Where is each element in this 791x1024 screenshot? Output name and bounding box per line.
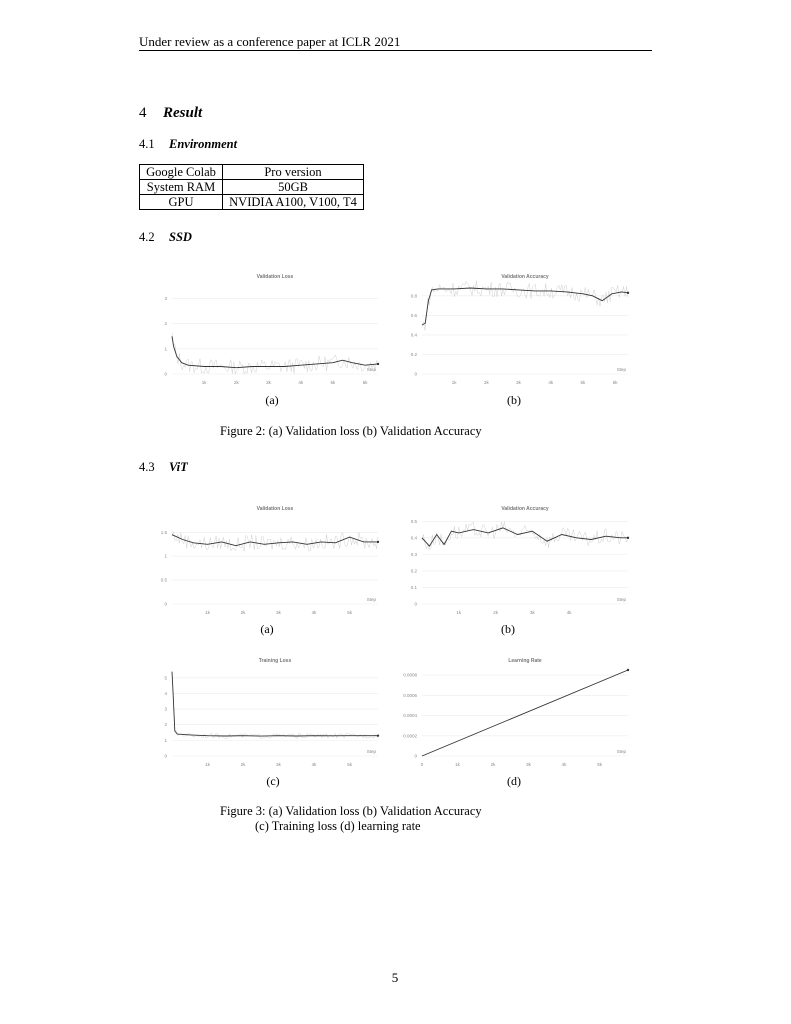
panel-label-c: (c) xyxy=(266,774,280,788)
series-end-point xyxy=(627,537,629,539)
environment-table xyxy=(139,164,364,210)
x-tick-label: 1k xyxy=(455,762,460,767)
series-line xyxy=(172,336,378,367)
y-tick-label: 1 xyxy=(164,737,167,743)
panel-label-b: (b) xyxy=(501,622,515,636)
series-end-point xyxy=(627,669,629,671)
series-line xyxy=(172,535,378,546)
x-tick-label: 2k xyxy=(233,380,239,385)
running-header: Under review as a conference paper at ICLR 2021 xyxy=(139,34,401,49)
y-tick-label: 0.5 xyxy=(410,518,417,524)
chart-title: Learning Rate xyxy=(508,658,542,664)
subsection-title: ViT xyxy=(169,460,188,474)
series-line xyxy=(422,288,628,325)
x-tick-label: 2k xyxy=(483,380,489,385)
x-axis-label: Step xyxy=(366,749,376,754)
x-tick-label: 3k xyxy=(529,610,535,615)
y-tick-label: 0 xyxy=(164,601,167,607)
chart-vit-validation-accuracy xyxy=(400,500,640,618)
x-tick-label: 4k xyxy=(548,380,554,385)
chart-vit-training-loss xyxy=(150,652,390,770)
table-row xyxy=(140,195,364,210)
subsection-number: 4.2 xyxy=(139,230,155,244)
subsection-title: SSD xyxy=(169,230,192,244)
chart-vit-learning-rate xyxy=(400,652,640,770)
y-tick-label: 5 xyxy=(164,675,167,681)
y-tick-label: 0.6 xyxy=(410,312,417,318)
x-tick-label: 1k xyxy=(205,762,210,767)
x-tick-label: 3k xyxy=(526,762,531,767)
x-tick-label: 6k xyxy=(362,380,368,385)
subsection-ssd xyxy=(139,230,192,245)
x-tick-label: 0 xyxy=(420,762,424,767)
x-tick-label: 3k xyxy=(516,380,521,385)
raw-series-line xyxy=(422,522,628,550)
table-cell: GPU xyxy=(140,195,223,210)
x-tick-label: 3k xyxy=(276,610,281,615)
x-tick-label: 2k xyxy=(240,610,246,615)
chart-title: Validation Loss xyxy=(256,274,294,280)
table-cell: Google Colab xyxy=(140,165,223,180)
x-tick-label: 4k xyxy=(298,380,304,385)
raw-series-line xyxy=(172,333,378,374)
y-tick-label: 0.0008 xyxy=(403,672,417,678)
x-tick-label: 2k xyxy=(240,762,246,767)
x-axis-label: Step xyxy=(616,749,626,754)
y-tick-label: 0.8 xyxy=(410,293,417,299)
y-tick-label: 1 xyxy=(164,346,167,352)
table-cell: NVIDIA A100, V100, T4 xyxy=(223,195,364,210)
page-number: 5 xyxy=(391,970,399,985)
table-cell: Pro version xyxy=(223,165,364,180)
x-tick-label: 1k xyxy=(201,380,207,385)
y-tick-label: 0.0004 xyxy=(403,713,417,719)
y-tick-label: 0.0006 xyxy=(403,692,417,698)
y-tick-label: 0 xyxy=(164,753,167,759)
x-tick-label: 1k xyxy=(451,380,457,385)
raw-series-line xyxy=(172,673,378,738)
raw-series-line xyxy=(422,281,628,331)
y-tick-label: 3 xyxy=(164,296,167,302)
panel-label-b: (b) xyxy=(507,393,521,407)
y-tick-label: 0 xyxy=(164,371,167,377)
section-number: 4 xyxy=(139,105,147,121)
y-tick-label: 0.3 xyxy=(410,551,417,557)
x-tick-label: 6k xyxy=(612,380,618,385)
y-tick-label: 0.0002 xyxy=(403,733,417,739)
table-row xyxy=(140,165,364,180)
x-tick-label: 4k xyxy=(311,762,317,767)
chart-ssd-validation-accuracy xyxy=(400,268,640,388)
x-tick-label: 1k xyxy=(456,610,462,615)
subsection-number: 4.1 xyxy=(139,137,155,151)
figure-2-caption: Figure 2: (a) Validation loss (b) Validation Accuracy xyxy=(220,424,482,438)
x-tick-label: 4k xyxy=(311,610,317,615)
x-tick-label: 5k xyxy=(597,762,602,767)
chart-vit-validation-loss xyxy=(150,500,390,618)
series-line xyxy=(422,528,628,546)
x-tick-label: 3k xyxy=(276,762,281,767)
y-tick-label: 0.4 xyxy=(410,332,417,338)
table-row xyxy=(140,180,364,195)
series-end-point xyxy=(377,541,379,543)
series-line xyxy=(172,672,378,737)
x-tick-label: 5k xyxy=(330,380,336,385)
chart-title: Validation Loss xyxy=(256,506,294,512)
chart-title: Training Loss xyxy=(258,658,292,664)
x-tick-label: 3k xyxy=(266,380,271,385)
subsection-number: 4.3 xyxy=(139,460,155,474)
x-tick-label: 1k xyxy=(205,610,210,615)
x-axis-label: Step xyxy=(366,597,376,602)
table-cell: System RAM xyxy=(140,180,223,195)
x-axis-label: Step xyxy=(366,367,376,372)
y-tick-label: 0.2 xyxy=(410,568,417,574)
x-tick-label: 5k xyxy=(347,610,352,615)
figure-3-caption-line1: Figure 3: (a) Validation loss (b) Validation Accuracy xyxy=(220,804,482,818)
y-tick-label: 1.5 xyxy=(160,529,167,535)
x-axis-label: Step xyxy=(616,597,626,602)
y-tick-label: 0.2 xyxy=(410,351,417,357)
panel-label-d: (d) xyxy=(507,774,521,788)
x-axis-label: Step xyxy=(616,367,626,372)
y-tick-label: 4 xyxy=(164,690,167,696)
panel-label-a: (a) xyxy=(260,622,274,636)
figure-3-caption-line2: (c) Training loss (d) learning rate xyxy=(255,819,421,833)
subsection-environment xyxy=(139,137,237,152)
x-tick-label: 4k xyxy=(561,762,567,767)
y-tick-label: 3 xyxy=(164,706,167,712)
subsection-title: Environment xyxy=(169,137,238,151)
series-end-point xyxy=(377,734,379,736)
y-tick-label: 0 xyxy=(414,753,417,759)
y-tick-label: 0 xyxy=(414,371,417,377)
raw-series-line xyxy=(172,532,378,552)
y-tick-label: 2 xyxy=(164,722,167,728)
x-tick-label: 5k xyxy=(347,762,352,767)
x-tick-label: 2k xyxy=(493,610,498,615)
panel-label-a: (a) xyxy=(265,393,279,407)
y-tick-label: 1 xyxy=(164,553,167,559)
chart-ssd-validation-loss xyxy=(150,268,390,388)
series-end-point xyxy=(627,292,629,294)
series-line xyxy=(422,670,628,756)
series-end-point xyxy=(377,363,379,365)
y-tick-label: 0.1 xyxy=(410,584,417,590)
chart-title: Validation Accuracy xyxy=(501,506,549,512)
subsection-vit xyxy=(139,460,188,475)
y-tick-label: 0.5 xyxy=(160,577,167,583)
y-tick-label: 0 xyxy=(414,601,417,607)
chart-title: Validation Accuracy xyxy=(501,274,549,280)
section-heading xyxy=(139,105,202,122)
header-rule xyxy=(139,50,652,51)
x-tick-label: 2k xyxy=(490,762,496,767)
table-cell: 50GB xyxy=(223,180,364,195)
x-tick-label: 4k xyxy=(566,610,572,615)
y-tick-label: 0.4 xyxy=(410,535,417,541)
section-title: Result xyxy=(163,105,203,121)
y-tick-label: 2 xyxy=(164,321,167,327)
x-tick-label: 5k xyxy=(580,380,586,385)
